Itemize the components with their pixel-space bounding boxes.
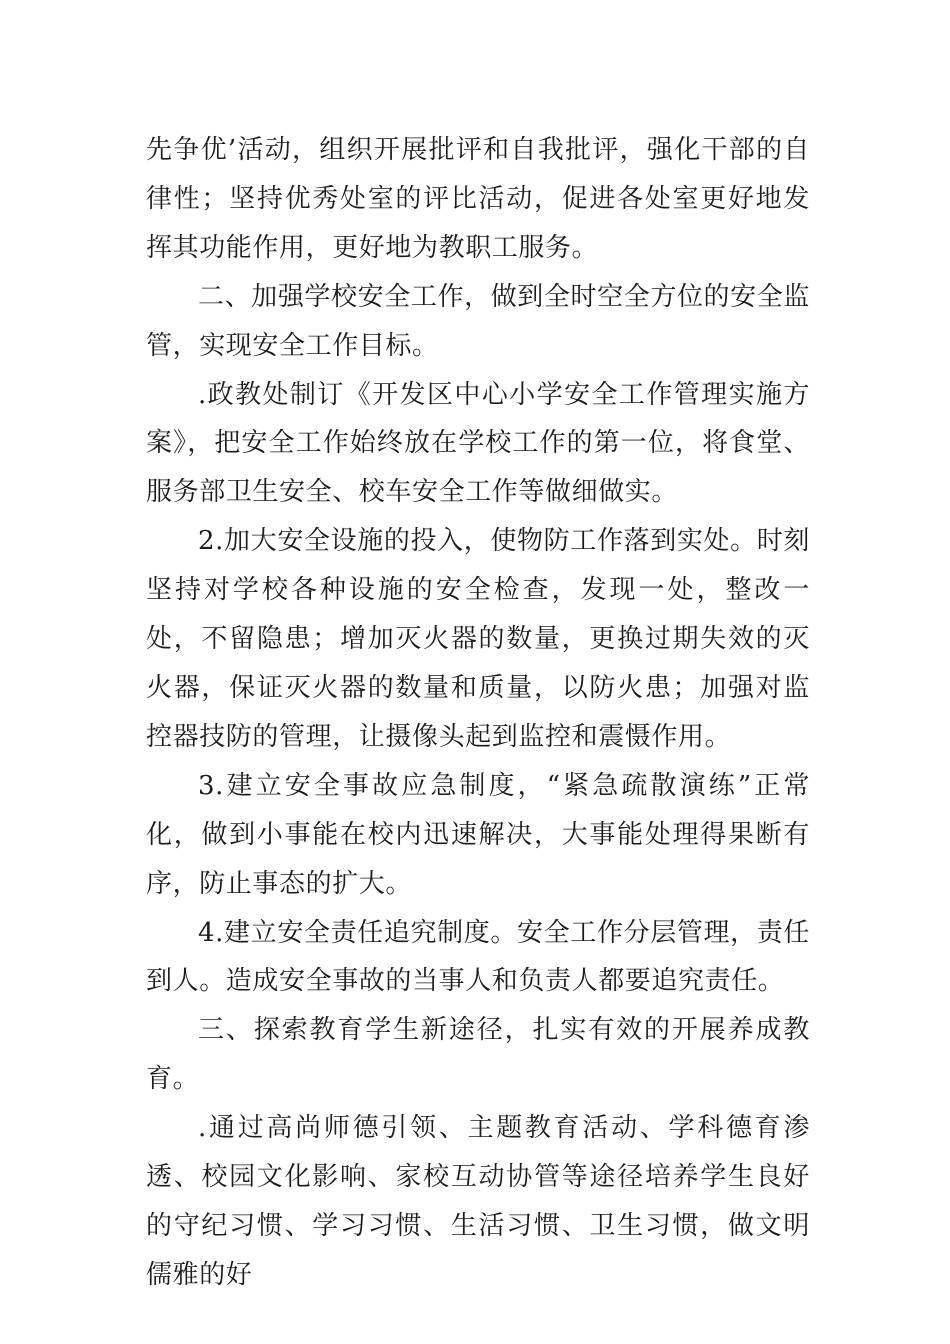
- paragraph: 先争优’活动，组织开展批评和自我批评，强化干部的自律性；坚持优秀处室的评比活动，促进各处室更好地发挥其功能作用，更好地为教职工服务。: [146, 135, 810, 263]
- document-body: [146, 126, 810, 1300]
- section-heading-education: 三、探索教育学生新途径，扎实有效的开展养成教育。: [146, 1015, 810, 1095]
- paragraph: .通过高尚师德引领、主题教育活动、学科德育渗透、校园文化影响、家校互动协管等途径培养学生良好的守纪习惯、学习习惯、生活习惯、卫生习惯，做文明儒雅的好: [146, 1113, 810, 1290]
- paragraph: 3.建立安全事故应急制度，“紧急疏散演练”正常化，做到小事能在校内迅速解决，大事能处理得果断有序，防止事态的扩大。: [146, 770, 810, 899]
- section-heading-safety: 二、加强学校安全工作，做到全时空全方位的安全监管，实现安全工作目标。: [146, 281, 810, 361]
- paragraph: .政教处制订《开发区中心小学安全工作管理实施方案》，把安全工作始终放在学校工作的第一位，将食堂、服务部卫生安全、校车安全工作等做细做实。: [146, 379, 810, 508]
- paragraph: 4.建立安全责任追究制度。安全工作分层管理，责任到人。造成安全事故的当事人和负责人都要追究责任。: [146, 917, 810, 997]
- paragraph: 2.加大安全设施的投入，使物防工作落到实处。时刻坚持对学校各种设施的安全检查，发现一处，整改一处，不留隐患；增加灭火器的数量，更换过期失效的灭火器，保证灭火器的数量和质量，以防火患；加强对监控器技防的管理，让摄像头起到监控和震慑作用。: [146, 526, 810, 752]
